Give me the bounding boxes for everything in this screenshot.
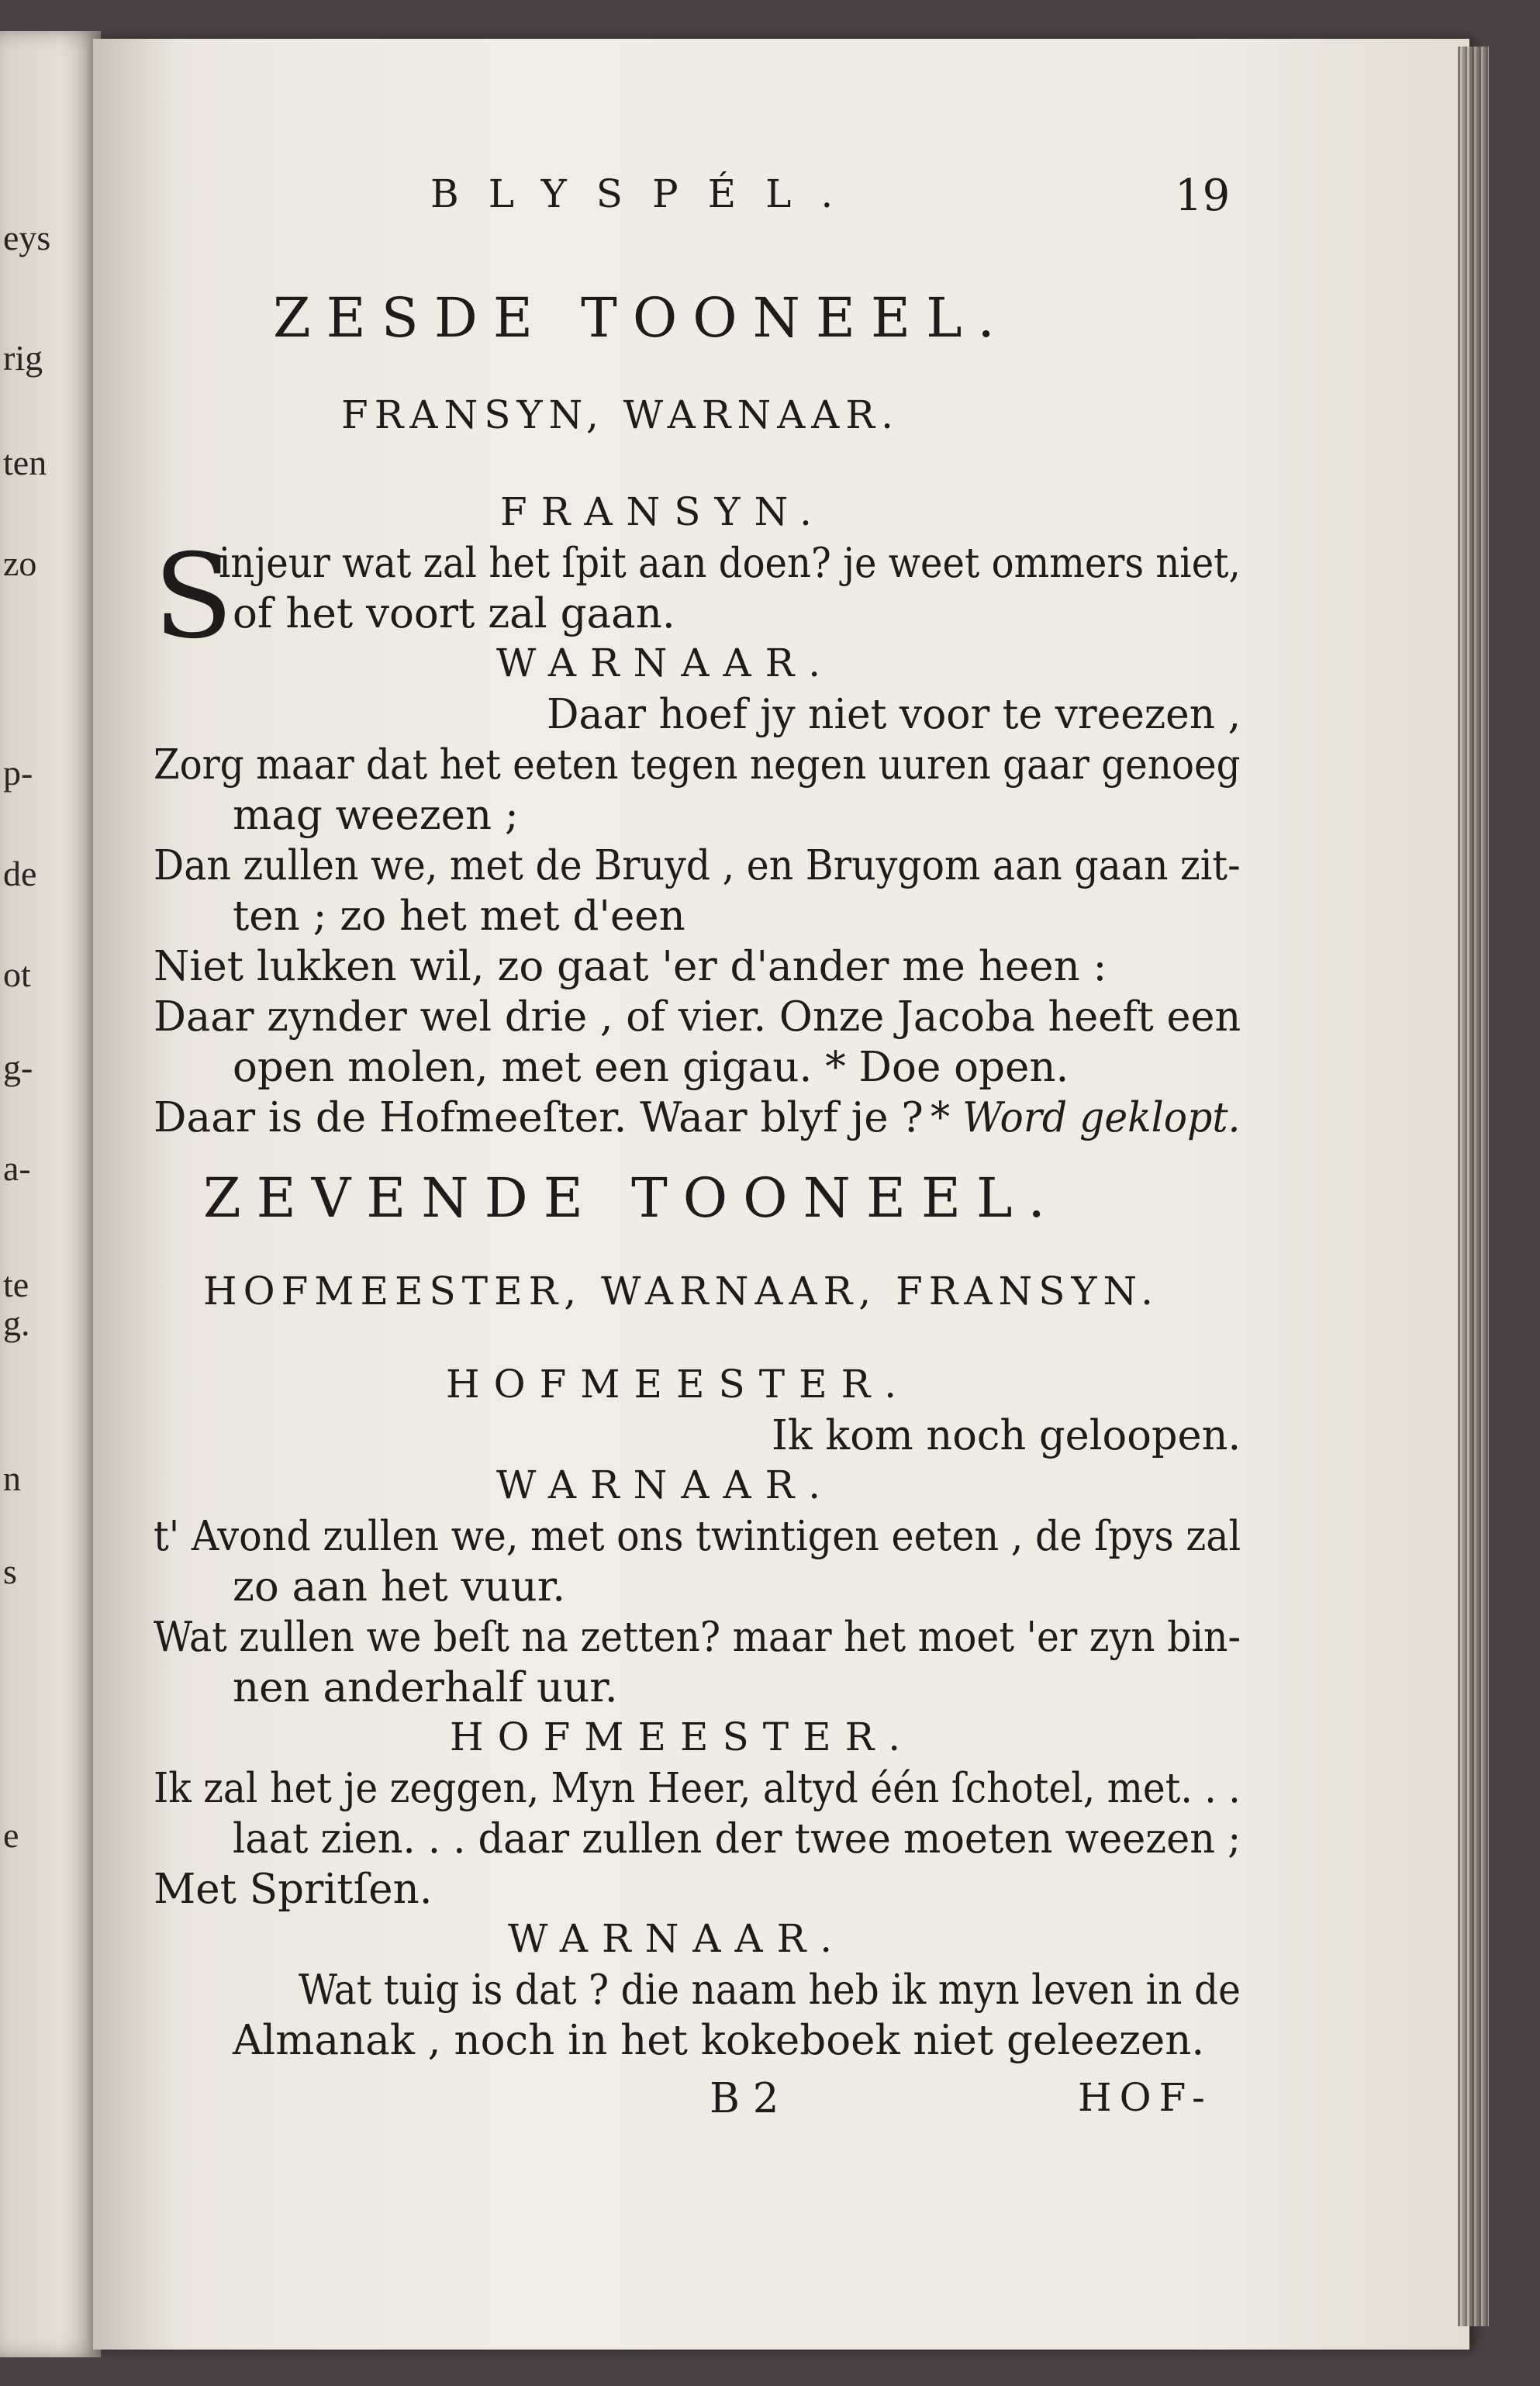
scene-title: ZESDE TOONEEL.	[273, 286, 1010, 350]
speaker-name: WARNAAR.	[508, 1916, 847, 1961]
speaker-name: HOFMEESTER.	[450, 1714, 915, 1759]
verse-line: Dan zullen we, met de Bruyd , en Bruygom aan gaan zit-	[154, 842, 1241, 889]
scene-characters: HOFMEESTER, WARNAAR, FRANSYN.	[203, 1269, 1159, 1314]
left-fragment: eys	[3, 218, 51, 257]
speaker-name: WARNAAR.	[496, 641, 835, 685]
left-fragment: ot	[3, 955, 31, 994]
left-fragment: g-	[3, 1048, 33, 1087]
verse-line: zo aan het vuur.	[233, 1563, 566, 1611]
verse-line: Zorg maar dat het eeten tegen negen uuren gaar genoeg	[154, 741, 1241, 789]
left-fragment: e	[3, 1815, 19, 1855]
verse-line: t' Avond zullen we, met ons twintigen eeten , de ſpys zal	[154, 1513, 1241, 1560]
verse-line: Daar hoef jy niet voor te vreezen ,	[547, 691, 1241, 738]
verse-line: Ik kom noch geloopen.	[772, 1412, 1241, 1459]
left-fragment: a-	[3, 1148, 31, 1188]
speaker-name: FRANSYN.	[500, 489, 826, 534]
verse-line: nen anderhalf uur.	[233, 1664, 618, 1711]
verse-line: of het voort zal gaan.	[233, 590, 675, 637]
left-fragment: rig	[3, 338, 43, 378]
verse-line: mag weezen ;	[233, 792, 519, 839]
left-fragment: n	[3, 1459, 21, 1498]
verse-line: Ik zal het je zeggen, Myn Heer, altyd één ſchotel, met. . .	[154, 1765, 1241, 1812]
left-fragment: p-	[3, 753, 33, 792]
signature-mark: B 2	[710, 2075, 779, 2122]
scene-characters: FRANSYN, WARNAAR.	[341, 392, 899, 437]
speaker-name: WARNAAR.	[496, 1462, 835, 1507]
scene-title: ZEVENDE TOONEEL.	[203, 1166, 1061, 1230]
verse-line: open molen, met een gigau. * Doe open.	[233, 1044, 1069, 1091]
verse-line: Met Spritſen.	[154, 1866, 433, 1913]
drop-capital: S	[154, 530, 233, 665]
speaker-name: HOFMEESTER.	[446, 1362, 911, 1407]
left-fragment: te	[3, 1265, 29, 1304]
verse-line: Wat tuig is dat ? die naam heb ik myn leven in de	[299, 1966, 1241, 2014]
left-fragment: de	[3, 854, 37, 893]
left-fragment: zo	[3, 544, 37, 583]
verse-line: Niet lukken wil, zo gaat 'er d'ander me heen :	[154, 943, 1107, 990]
running-title: BLYSPÉL.	[430, 171, 863, 216]
verse-line: ten ; zo het met d'een	[233, 893, 685, 940]
catchword: HOF-	[1078, 2075, 1213, 2120]
verse-line: Wat zullen we beſt na zetten? maar het moet 'er zyn bin-	[154, 1614, 1241, 1661]
verse-line: laat zien. . . daar zullen der twee moeten weezen ;	[233, 1815, 1241, 1863]
verse-line: Almanak , noch in het kokeboek niet geleezen.	[233, 2017, 1205, 2064]
left-fragment: ten	[3, 443, 47, 482]
page-number: 19	[1175, 171, 1231, 221]
left-fragment: g.	[3, 1303, 30, 1343]
verse-line: injeur wat zal het ſpit aan doen? je weet ommers niet,	[219, 540, 1241, 587]
verse-line: Daar is de Hofmeeſter. Waar blyf je ?	[154, 1094, 924, 1141]
verse-line: Daar zynder wel drie , of vier. Onze Jacoba heeft een	[154, 993, 1241, 1041]
left-fragment: s	[3, 1552, 17, 1591]
stage-direction: * Word geklopt.	[931, 1094, 1241, 1141]
